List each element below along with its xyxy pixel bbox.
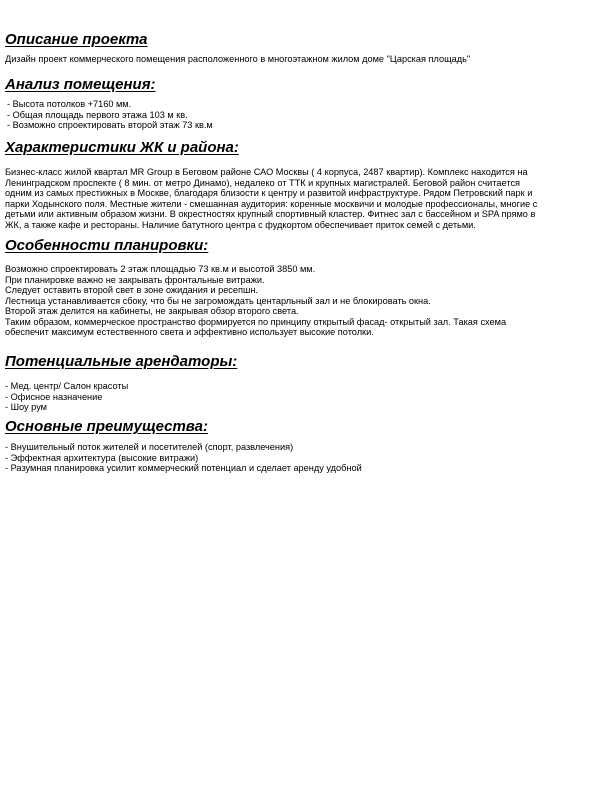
list-item: - Эффектная архитектура (высокие витражи) [5, 452, 199, 463]
text-line: Следует оставить второй свет в зоне ожидания и ресепшн. [5, 285, 258, 295]
text-line: При планировке важно не закрывать фронтальные витражи. [5, 274, 265, 285]
list-item: - Внушительный поток жителей и посетителей (спорт, развлечения) [5, 442, 294, 452]
text-line: одним из самых престижных в Москве, благодаря близости к центру и развитой инфраструктуре. Рядом Петровский парк и [5, 188, 533, 198]
premises-analysis-list [7, 99, 213, 131]
text-line: Возможно спроектировать 2 этаж площадью 73 кв.м и высотой 3850 мм. [5, 264, 316, 274]
project-description-text: Дизайн проект коммерческого помещения расположенного в многоэтажном жилом доме "Царская площадь" [5, 54, 471, 64]
text-line: детьми или активным образом жизни. В окрестностях крупный спортивный кластер. Фитнес зал с бассейном и SPA прямо в [5, 209, 536, 219]
text-line: ЖК, а также кафе и рестораны. Наличие батутного центра с фудкортом обеспечивает приток семей с детьми. [5, 219, 476, 230]
layout-features-text [5, 264, 590, 338]
text-line: Второй этаж делится на кабинеты, не закрывая обзор второго света. [5, 306, 299, 316]
heading-potential-tenants: Потенциальные арендаторы: [5, 353, 238, 370]
district-characteristics-text [5, 167, 590, 230]
list-item: - Мед. центр/ Салон красоты [5, 381, 129, 391]
heading-main-advantages: Основные преимущества: [5, 418, 208, 435]
heading-project-description: Описание проекта [5, 31, 148, 48]
list-item: - Разумная планировка усилит коммерческий потенциал и сделает аренду удобной [5, 463, 362, 473]
potential-tenants-list [5, 381, 128, 413]
text-line: Лестница устанавливается сбоку, что бы не загромождать центарльный зал и не блокировать окна. [5, 295, 431, 306]
list-item: - Высота потолков +7160 мм. [7, 99, 132, 109]
list-item: - Общая площадь первого этажа 103 м кв. [7, 109, 188, 120]
list-item: - Шоу рум [5, 402, 47, 412]
text-line: обеспечит максимум естественного света и эффективно использует высокие потолки. [5, 327, 374, 337]
list-item: - Возможно спроектировать второй этаж 73 кв.м [7, 120, 213, 130]
text-line: Ленинградском проспекте ( 8 мин. от метро Динамо), недалеко от ТТК и крупных магистралей. Беговой район считается [5, 177, 521, 188]
list-item: - Офисное назначение [5, 391, 103, 402]
text-line: Таким образом, коммерческое пространство формируется по принципу открытый фасад- открытый зал. Такая схема [5, 316, 507, 327]
main-advantages-list [5, 442, 362, 474]
heading-premises-analysis: Анализ помещения: [5, 76, 156, 93]
text-line: парки Ходынского поля. Местные жители - смешанная аудитория: коренные москвичи и молодые профессионалы, многие с [5, 198, 538, 209]
text-line: Бизнес-класс жилой квартал MR Group в Беговом районе САО Москвы ( 4 корпуса, 2487 квартир). Комплекс находится на [5, 167, 528, 177]
heading-layout-features: Особенности планировки: [5, 237, 209, 254]
heading-district-characteristics: Характеристики ЖК и района: [5, 139, 239, 156]
